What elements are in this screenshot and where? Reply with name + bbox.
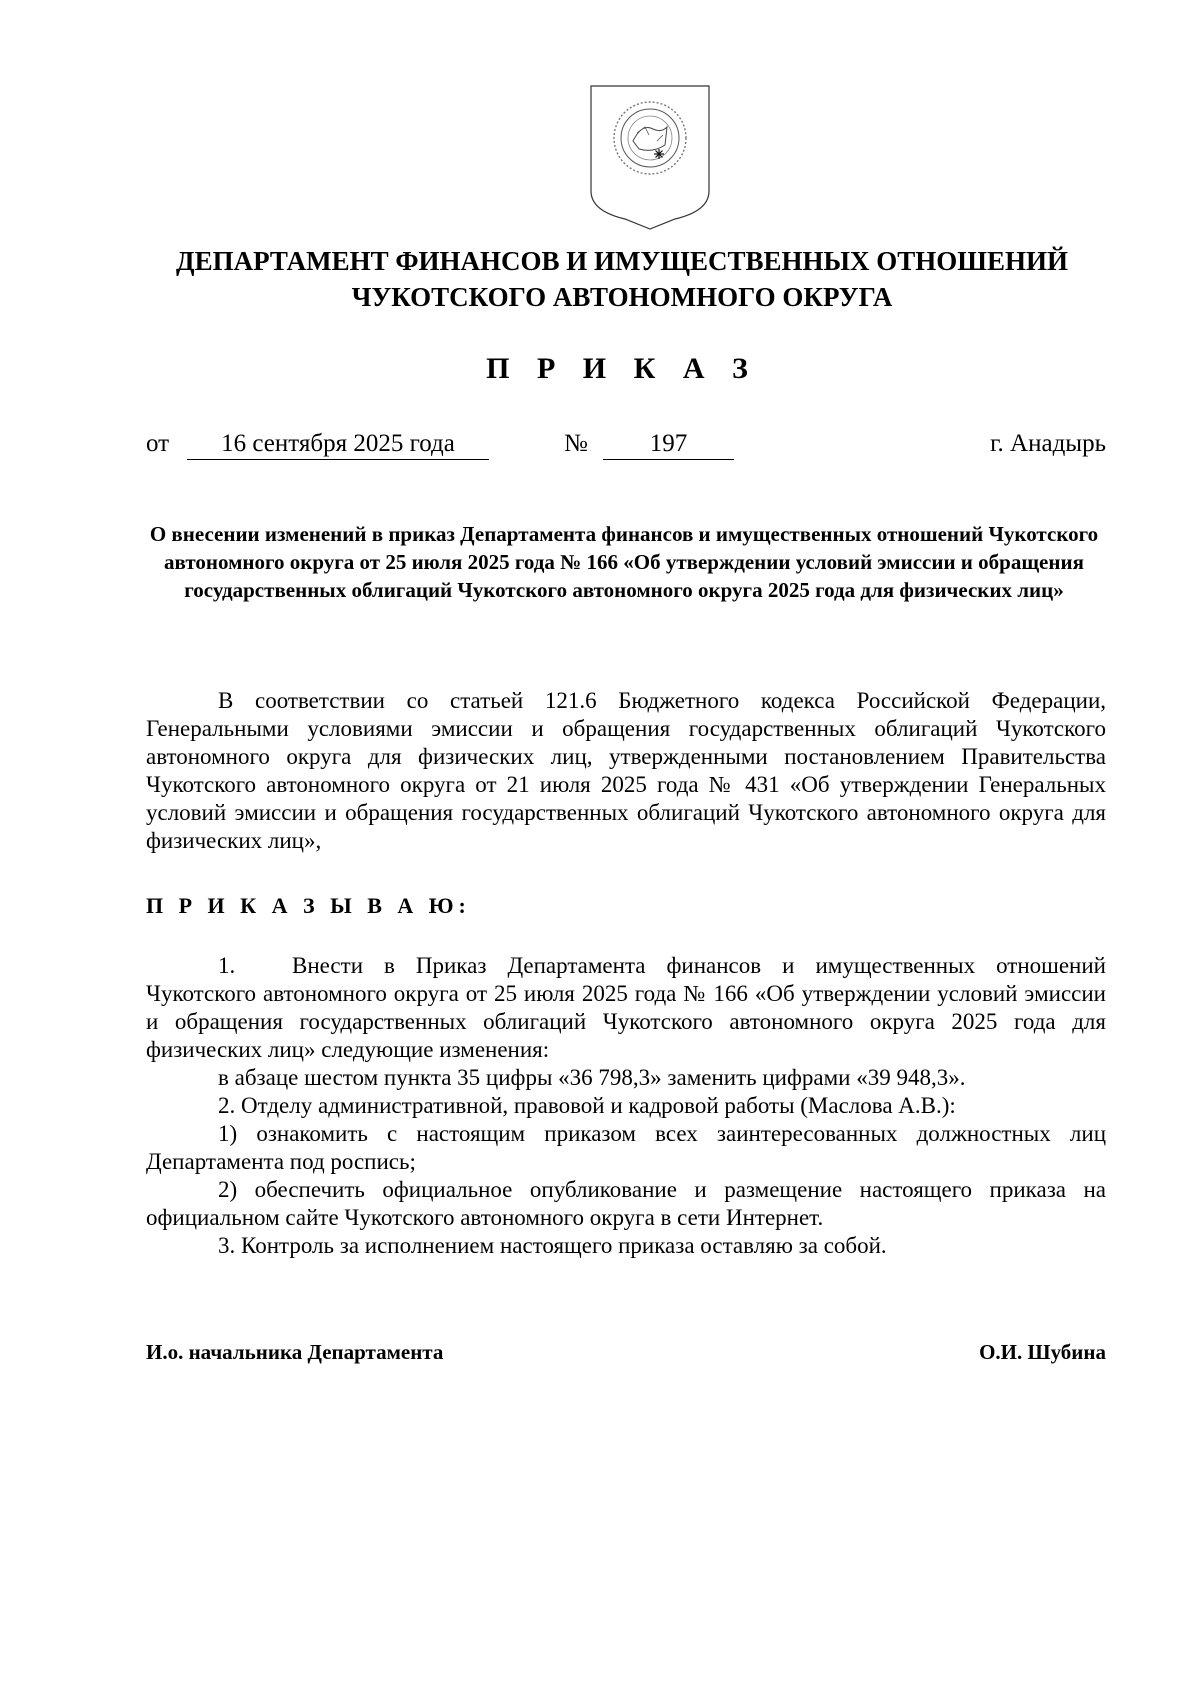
- department-name-line2: ЧУКОТСКОГО АВТОНОМНОГО ОКРУГА: [351, 282, 893, 312]
- item-1-number: 1.: [218, 953, 236, 978]
- item-1-text: Внести в Приказ Департамента финансов и имущественных отношений Чукотского автономного округа от 25 июля 2025 года № 166 «Об утверждении условий эмиссии и обращения государственных облигаций Чукотского автономного округа 2025 года для физических лиц» следующие изменения:: [146, 953, 1106, 1062]
- order-keyword: П Р И К А З Ы В А Ю:: [146, 893, 471, 918]
- order-date: 16 сентября 2025 года: [187, 430, 489, 460]
- signatory-position: И.о. начальника Департамента: [146, 1340, 444, 1364]
- order-items: [146, 952, 1106, 1260]
- number-label: №: [564, 430, 588, 457]
- order-number: 197: [603, 430, 734, 460]
- item-1: [146, 952, 1106, 1064]
- document-type-title: П Р И К А З: [486, 352, 758, 385]
- item-3: 3. Контроль за исполнением настоящего приказа оставляю за собой.: [218, 1233, 887, 1258]
- order-details-row: [0, 430, 1200, 470]
- item-1-change: в абзаце шестом пункта 35 цифры «36 798,3» заменить цифрами «39 948,3».: [218, 1065, 966, 1090]
- item-2-sub-2: 2) обеспечить официальное опубликование и размещение настоящего приказа на официальном сайте Чукотского автономного округа в сети Интернет.: [146, 1177, 1106, 1230]
- signatory-name: О.И. Шубина: [979, 1340, 1106, 1364]
- from-label: от: [146, 430, 170, 457]
- coat-of-arms-icon: [587, 83, 713, 231]
- department-name-line1: ДЕПАРТАМЕНТ ФИНАНСОВ И ИМУЩЕСТВЕННЫХ ОТНОШЕНИЙ: [176, 246, 1068, 276]
- order-city: г. Анадырь: [990, 430, 1106, 457]
- item-2-sub-1: 1) ознакомить с настоящим приказом всех заинтересованных должностных лиц Департамента под роспись;: [146, 1121, 1106, 1174]
- item-2: 2. Отделу административной, правовой и кадровой работы (Маслова А.В.):: [218, 1093, 956, 1118]
- order-subject: О внесении изменений в приказ Департамента финансов и имущественных отношений Чукотского автономного округа от 25 июля 2025 года № 166 «Об утверждении условий эмиссии и обращения государственных облигаций Чукотского автономного округа 2025 года для физических лиц»: [149, 522, 1099, 602]
- preamble-paragraph: В соответствии со статьей 121.6 Бюджетного кодекса Российской Федерации, Генеральными условиями эмиссии и обращения государственных облигаций Чукотского автономного округа для физических лиц, утвержденными постановлением Правительства Чукотского автономного округа от 21 июля 2025 года № 431 «Об утверждении Генеральных условий эмиссии и обращения государственных облигаций Чукотского автономного округа для физических лиц»,: [146, 688, 1106, 853]
- department-name: [0, 243, 1200, 315]
